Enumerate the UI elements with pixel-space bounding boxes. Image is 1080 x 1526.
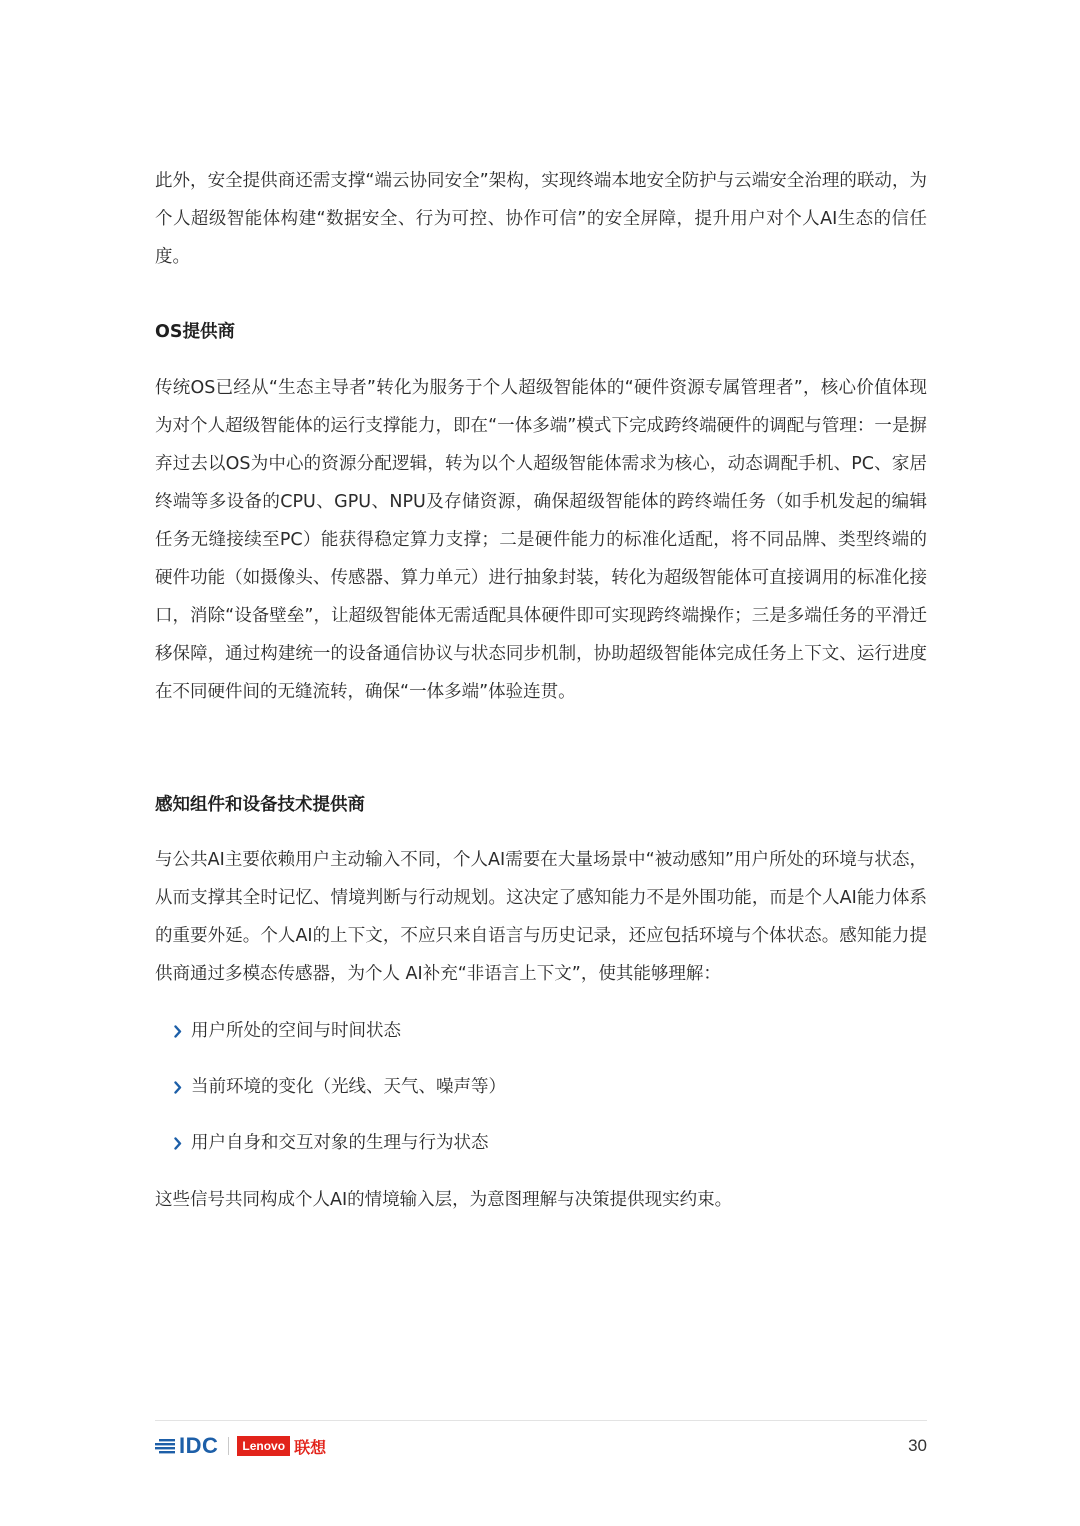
os-section-paragraph: 传统OS已经从“生态主导者”转化为服务于个人超级智能体的“硬件资源专属管理者”，核心价值体现为对个人超级智能体的运行支撑能力，即在“一体多端”模式下完成跨终端硬件的调配与管理：一是摒弃过去以OS为中心的资源分配逻辑，转为以个人超级智能体需求为核心，动态调配手机、PC、家居终端等多设备的CPU、GPU、NPU及存储资源，确保超级智能体的跨终端任务（如手机发起的编辑任务无缝接续至PC）能获得稳定算力支撑；二是硬件能力的标准化适配，将不同品牌、类型终端的硬件功能（如摄像头、传感器、算力单元）进行抽象封装，转化为超级智能体可直接调用的标准化接口，消除“设备壁垒”，让超级智能体无需适配具体硬件即可实现跨终端操作；三是多端任务的平滑迁移保障，通过构建统一的设备通信协议与状态同步机制，协助超级智能体完成任务上下文、运行进度在不同硬件间的无缝流转，确保“一体多端”体验连贯。 [155,378,927,702]
idc-lines-icon [155,1438,177,1454]
page-content [155,0,927,1526]
page-number: 30 [908,1436,927,1455]
bullet-text: 当前环境的变化（光线、天气、噪声等） [191,1077,506,1097]
bullet-text: 用户自身和交互对象的生理与行为状态 [191,1133,489,1153]
bullet-text: 用户所处的空间与时间状态 [191,1021,401,1041]
idc-logo [155,1431,218,1461]
sensing-section-heading: 感知组件和设备技术提供商 [155,795,365,815]
lenovo-cn-logo: 联想 [294,1437,327,1457]
chevron-right-icon [171,1075,185,1099]
list-item [155,1131,927,1155]
chevron-right-icon [171,1131,185,1155]
list-item [155,1075,927,1099]
list-item [155,1019,927,1043]
chevron-right-icon [171,1019,185,1043]
logo-separator [228,1437,229,1455]
footer-divider [155,1420,927,1421]
os-section-heading: OS提供商 [155,322,235,342]
intro-paragraph: 此外，安全提供商还需支撑“端云协同安全”架构，实现终端本地安全防护与云端安全治理的联动，为个人超级智能体构建“数据安全、行为可控、协作可信”的安全屏障，提升用户对个人AI生态的信任度。 [155,171,927,267]
sensing-conclusion: 这些信号共同构成个人AI的情境输入层，为意图理解与决策提供现实约束。 [155,1190,733,1210]
lenovo-logo: Lenovo [237,1436,290,1456]
idc-logo-text: IDC [179,1433,219,1458]
sensing-section-paragraph: 与公共AI主要依赖用户主动输入不同，个人AI需要在大量场景中“被动感知”用户所处的环境与状态，从而支撑其全时记忆、情境判断与行动规划。这决定了感知能力不是外围功能，而是个人AI能力体系的重要外延。个人AI的上下文，不应只来自语言与历史记录，还应包括环境与个体状态。感知能力提供商通过多模态传感器，为个人 AI补充“非语言上下文”，使其能够理解： [155,850,927,984]
page-footer [155,1431,927,1461]
